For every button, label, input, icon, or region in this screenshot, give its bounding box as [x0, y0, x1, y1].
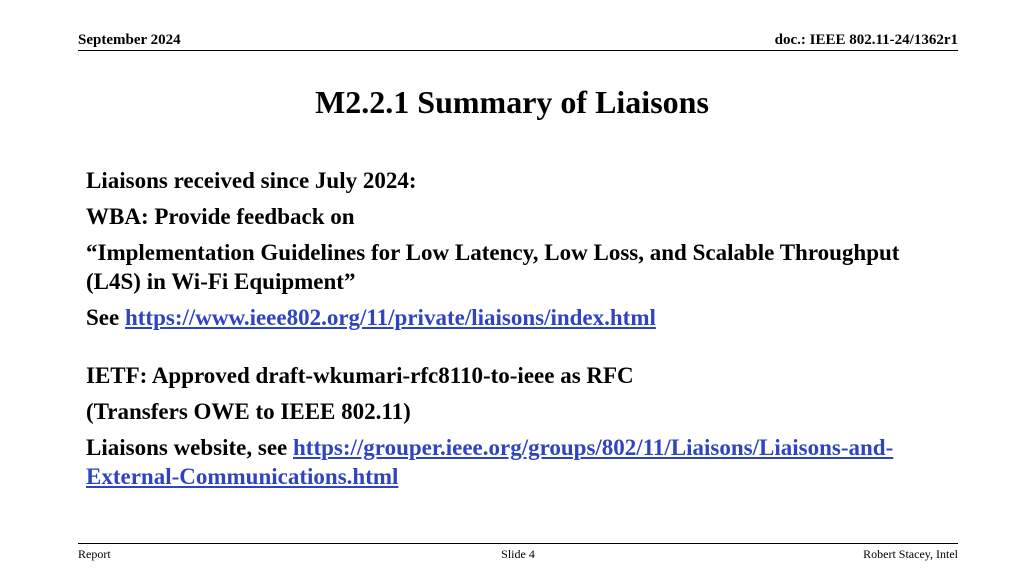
- wba-document-title: “Implementation Guidelines for Low Latency, Low Loss, and Scalable Throughput (L4S) in Wi-Fi Equipment”: [86, 240, 900, 294]
- wba-see-line: [86, 303, 956, 332]
- wba-feedback-line: WBA: Provide feedback on: [86, 204, 355, 229]
- header-date: September 2024: [78, 32, 181, 48]
- see-prefix: See: [86, 305, 125, 330]
- slide-header: [78, 30, 958, 50]
- ietf-owe-line: (Transfers OWE to IEEE 802.11): [86, 399, 411, 424]
- website-prefix: Liaisons website, see: [86, 435, 293, 460]
- footer-report: Report: [78, 547, 111, 561]
- liaisons-received-line: Liaisons received since July 2024:: [86, 168, 417, 193]
- slide-footer: [78, 546, 958, 562]
- liaisons-website-line: [86, 433, 956, 491]
- header-doc-number: doc.: IEEE 802.11-24/1362r1: [774, 32, 958, 48]
- slide-title: M2.2.1 Summary of Liaisons: [315, 84, 709, 120]
- footer-divider: [78, 543, 958, 544]
- footer-author: Robert Stacey, Intel: [863, 547, 958, 561]
- footer-slide-number: Slide 4: [501, 547, 535, 561]
- ietf-approved-line: IETF: Approved draft-wkumari-rfc8110-to-ieee as RFC: [86, 363, 634, 388]
- private-liaisons-link[interactable]: https://www.ieee802.org/11/private/liaisons/index.html: [124, 305, 656, 330]
- header-divider: [78, 50, 958, 51]
- liaisons-website-link[interactable]: https://grouper.ieee.org/groups/802/11/Liaisons/Liaisons-and-External-Communications.html: [86, 435, 894, 489]
- slide-body: [86, 166, 956, 498]
